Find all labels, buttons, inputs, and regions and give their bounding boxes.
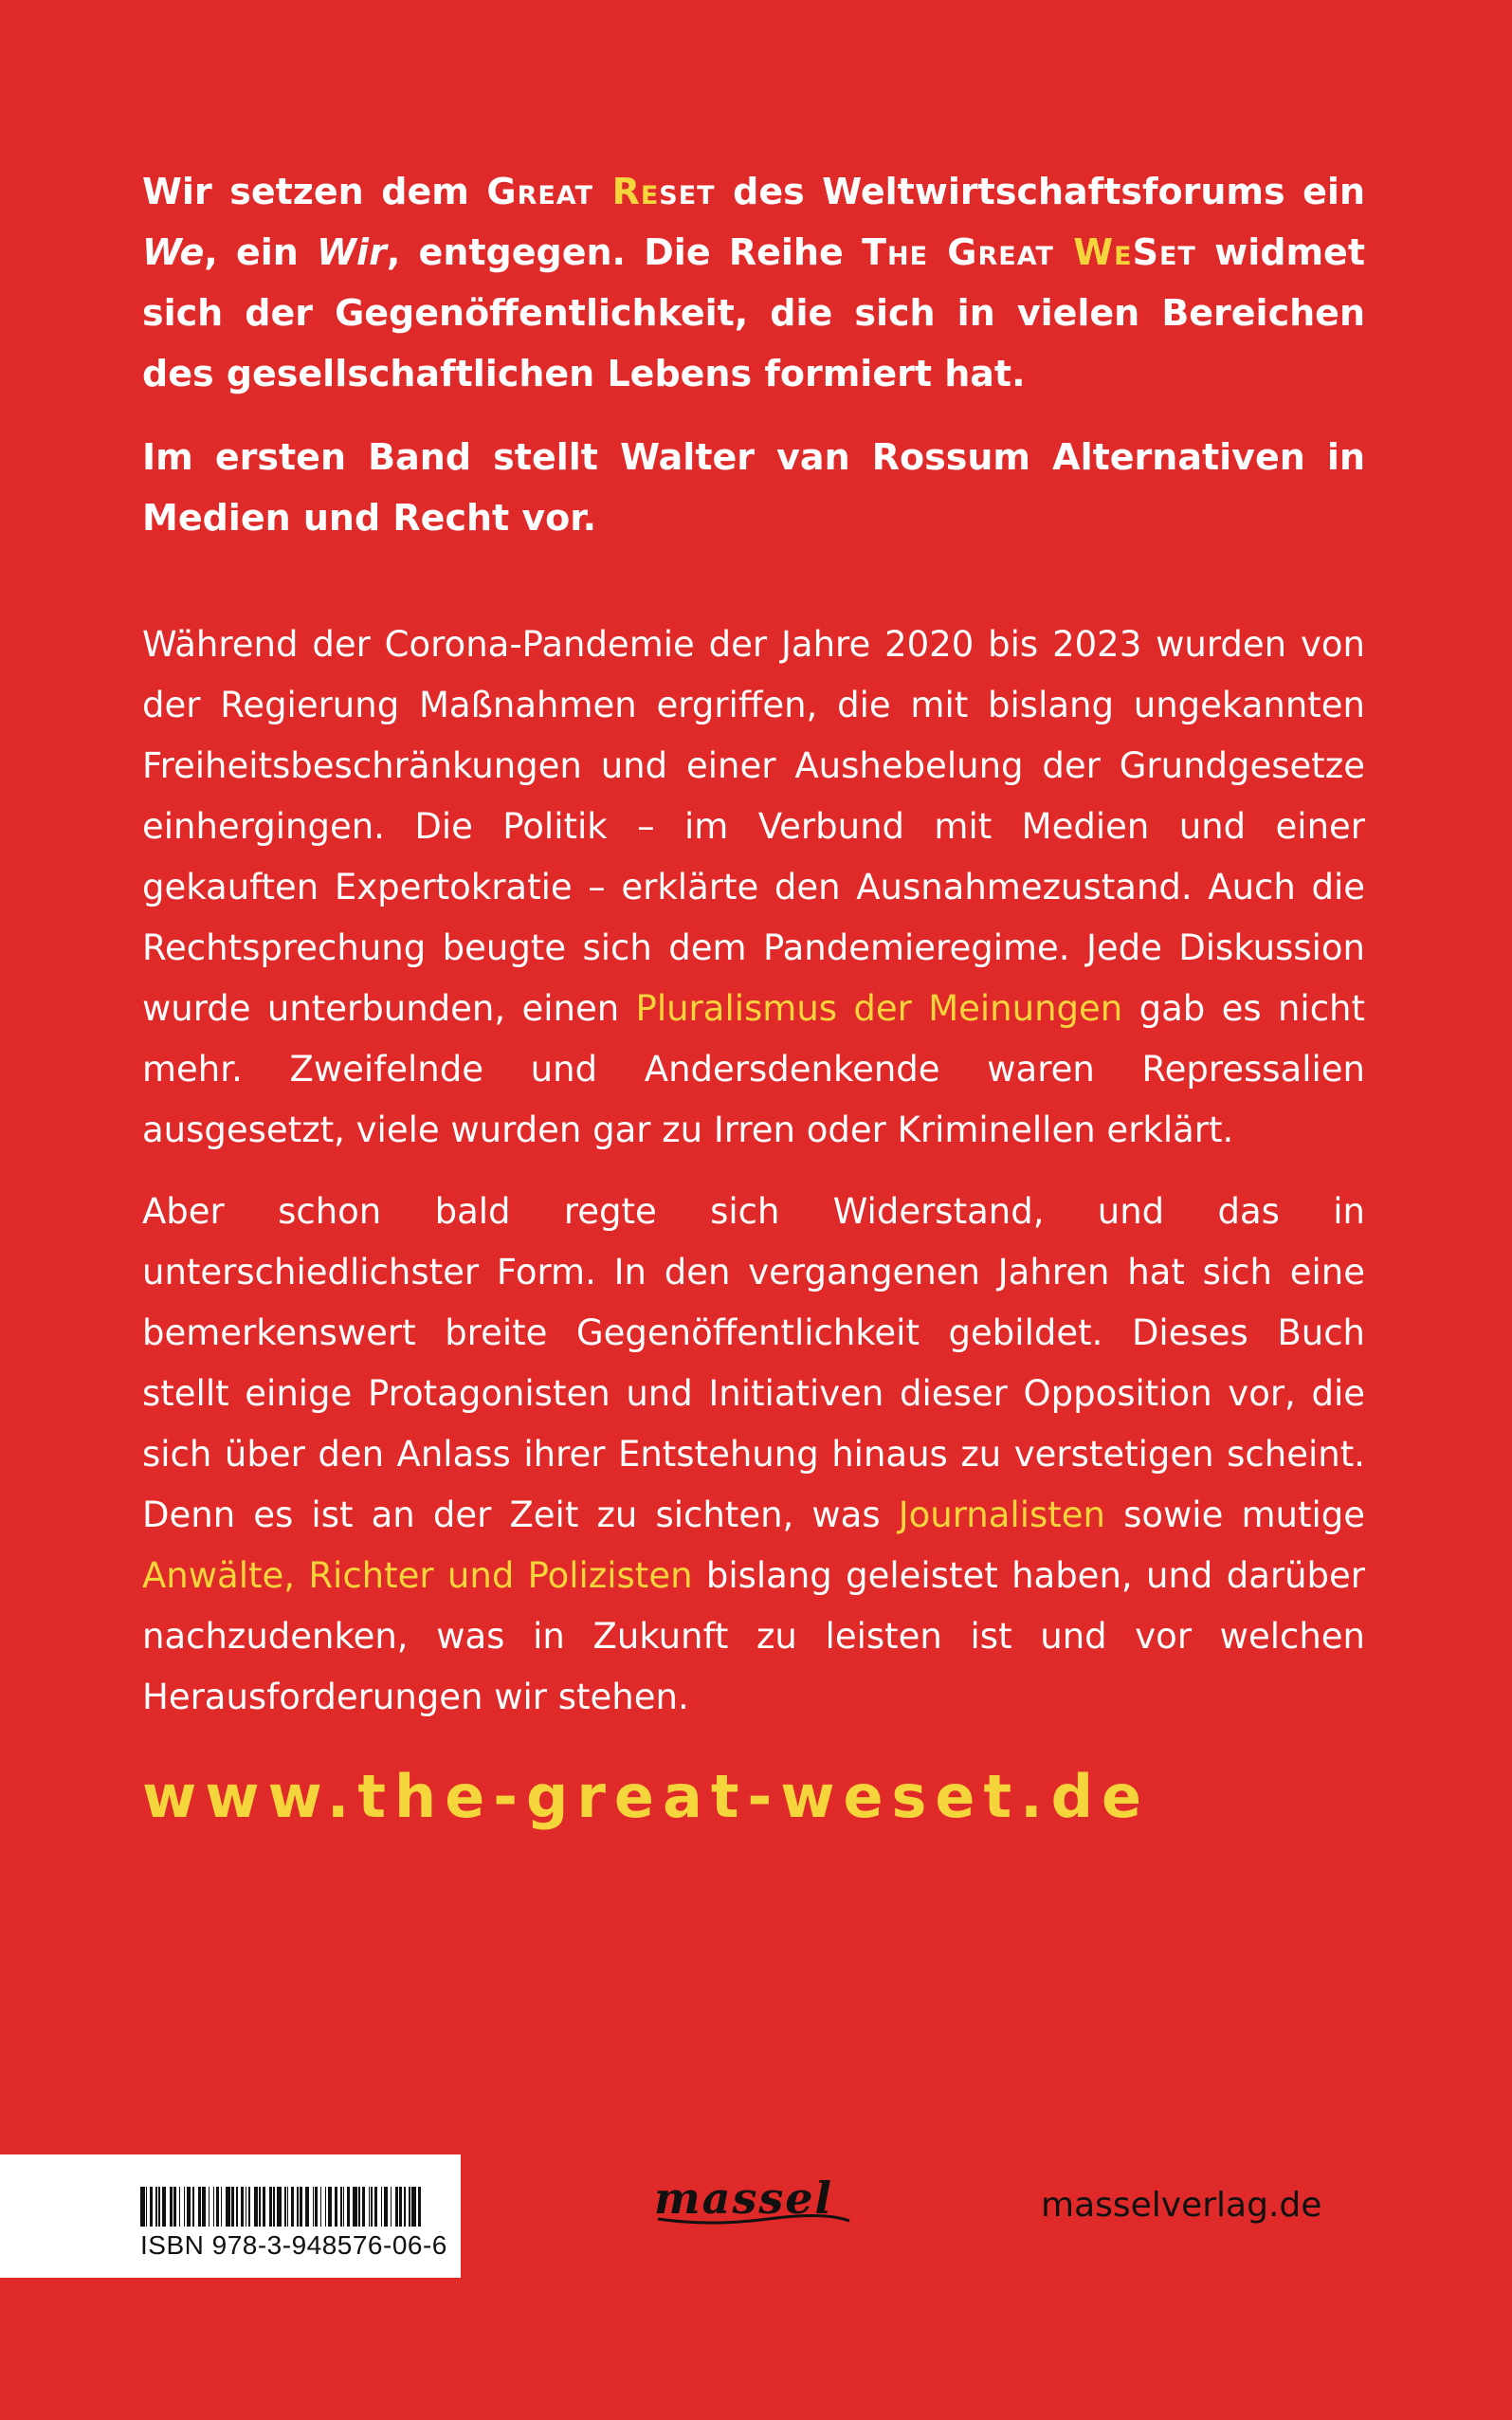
highlight-journalisten: Journalisten	[898, 1494, 1105, 1535]
barcode-bar	[192, 2187, 194, 2227]
barcode-bar	[325, 2187, 327, 2227]
barcode-bar	[313, 2187, 315, 2227]
intro-paragraph-2: Im ersten Band stellt Walter van Rossum Alternativen in Medien und Recht vor.	[142, 436, 1365, 539]
barcode-bar	[155, 2187, 157, 2227]
barcode-bar	[328, 2187, 333, 2227]
barcode-bar	[358, 2187, 360, 2227]
barcode-bar	[320, 2187, 322, 2227]
intro-text: , entgegen. Die Reihe	[386, 231, 863, 273]
barcode-bar	[146, 2187, 148, 2227]
barcode-bar	[263, 2187, 265, 2227]
body-text: bislang geleistet haben, und darüber nachzudenken, was in Zukunft zu leisten ist und vor welchen Herausforderungen wir stehen.	[142, 1555, 1365, 1717]
barcode-bar	[221, 2187, 223, 2227]
series-great: Great	[486, 171, 612, 212]
series-website-link[interactable]: www.the-great-weset.de	[142, 1762, 1151, 1831]
barcode-bar	[409, 2187, 410, 2227]
barcode-bar	[343, 2187, 345, 2227]
barcode-bar	[248, 2187, 250, 2227]
barcode-bar	[187, 2187, 191, 2227]
body-text: Aber schon bald regte sich Widerstand, und das in unterschiedlichster Form. In den vergangenen Jahren hat sich eine bemerkenswert breite Gegenöffentlichkeit gebildet. Dieses Buch stellt einige Protagonisten und Initiativen dieser Opposition vor, die sich über den Anlass ihrer Entstehung hinaus zu verstetigen scheint. Denn es ist an der Zeit zu sichten, was	[142, 1191, 1365, 1535]
intro-text: Wir setzen dem	[142, 171, 487, 212]
publisher-website-link[interactable]: masselverlag.de	[1041, 2186, 1322, 2225]
barcode-bar	[226, 2187, 230, 2227]
barcode-bar	[291, 2187, 294, 2227]
barcode-bar	[269, 2187, 272, 2227]
barcode-bar	[236, 2187, 238, 2227]
barcode-bar	[305, 2187, 310, 2227]
series-set: set	[659, 171, 716, 212]
barcode-bar	[140, 2187, 145, 2227]
body-text: sowie mutige	[1105, 1494, 1365, 1535]
barcode-bar	[391, 2187, 392, 2227]
barcode-bar	[241, 2187, 244, 2227]
word-wir: Wir	[317, 231, 387, 273]
barcode-bar	[395, 2187, 398, 2227]
barcode-bar	[404, 2187, 406, 2227]
intro-text: widmet sich der Gegenöffentlichkeit, die sich in vielen Bereichen des gesellschaftlichen Lebens formiert hat.	[142, 231, 1365, 394]
intro-block	[142, 161, 1365, 548]
barcode-bar	[158, 2187, 160, 2227]
barcode-bar	[411, 2187, 416, 2227]
barcode-bar	[254, 2187, 259, 2227]
barcode-bar	[231, 2187, 234, 2227]
barcode-bar	[202, 2187, 207, 2227]
barcode-bar	[347, 2187, 350, 2227]
barcode-bar	[259, 2187, 261, 2227]
barcode-bar	[418, 2187, 421, 2227]
series-set-2: Set	[1132, 231, 1196, 273]
highlight-anwaelte: Anwälte, Richter und Polizisten	[142, 1555, 693, 1596]
barcode-bar	[216, 2187, 219, 2227]
barcode-bar	[362, 2187, 365, 2227]
barcode-bar	[277, 2187, 282, 2227]
barcode-bar	[246, 2187, 247, 2227]
description-paragraph-2	[142, 1182, 1365, 1728]
barcode-bar	[184, 2187, 186, 2227]
barcode-bar	[209, 2187, 210, 2227]
description-block	[142, 614, 1365, 1728]
body-text: gab es nicht mehr. Zweifelnde und Andersdenkende waren Repressalien ausgesetzt, viele wurden gar zu Irren oder Kriminellen erklärt.	[142, 988, 1365, 1150]
barcode-bar	[150, 2187, 153, 2227]
intro-text: des Weltwirtschaftsforums ein	[715, 171, 1366, 212]
barcode-bar	[198, 2187, 201, 2227]
barcode-bar	[384, 2187, 389, 2227]
body-text: Während der Corona-Pandemie der Jahre 2020 bis 2023 wurden von der Regierung Maßnahmen ergriffen, die mit bislang ungekannten Freiheitsbeschränkungen und einer Aushebelung der Grundgesetze einhergingen. Die Politik – im Verbund mit Medien und einer gekauften Expertokratie – erklärte den Ausnahmezustand. Auch die Rechtsprechung beugte sich dem Pandemieregime. Jede Diskussion wurde unterbunden, einen	[142, 624, 1365, 1029]
barcode-bar	[353, 2187, 357, 2227]
isbn-number: ISBN 978-3-948576-06-6	[140, 2230, 447, 2260]
barcode-bar	[371, 2187, 373, 2227]
barcode-bar	[273, 2187, 275, 2227]
barcode-bar	[162, 2187, 167, 2227]
barcode-bar	[315, 2187, 318, 2227]
barcode-bar	[340, 2187, 342, 2227]
word-we: We	[142, 231, 205, 273]
barcode-bar	[170, 2187, 173, 2227]
intro-text: , ein	[204, 231, 318, 273]
series-the-great: The Great	[862, 231, 1074, 273]
barcode-bar	[300, 2187, 302, 2227]
publisher-logo-text: massel	[654, 2172, 834, 2224]
barcode-bars	[140, 2187, 425, 2227]
intro-paragraph-1	[142, 161, 1365, 404]
barcode-bar	[284, 2187, 286, 2227]
series-re: Re	[611, 171, 660, 212]
barcode-bar	[297, 2187, 299, 2227]
barcode-bar	[179, 2187, 181, 2227]
barcode-bar	[399, 2187, 402, 2227]
barcode-bar	[335, 2187, 337, 2227]
barcode-bar	[213, 2187, 215, 2227]
barcode-bar	[287, 2187, 289, 2227]
barcode-bar	[369, 2187, 371, 2227]
barcode-bar	[173, 2187, 176, 2227]
description-paragraph-1	[142, 614, 1365, 1161]
highlight-pluralismus: Pluralismus der Meinungen	[635, 988, 1123, 1029]
publisher-logo	[654, 2172, 853, 2228]
barcode-bar	[381, 2187, 383, 2227]
series-we: We	[1073, 231, 1133, 273]
barcode-bar	[374, 2187, 377, 2227]
